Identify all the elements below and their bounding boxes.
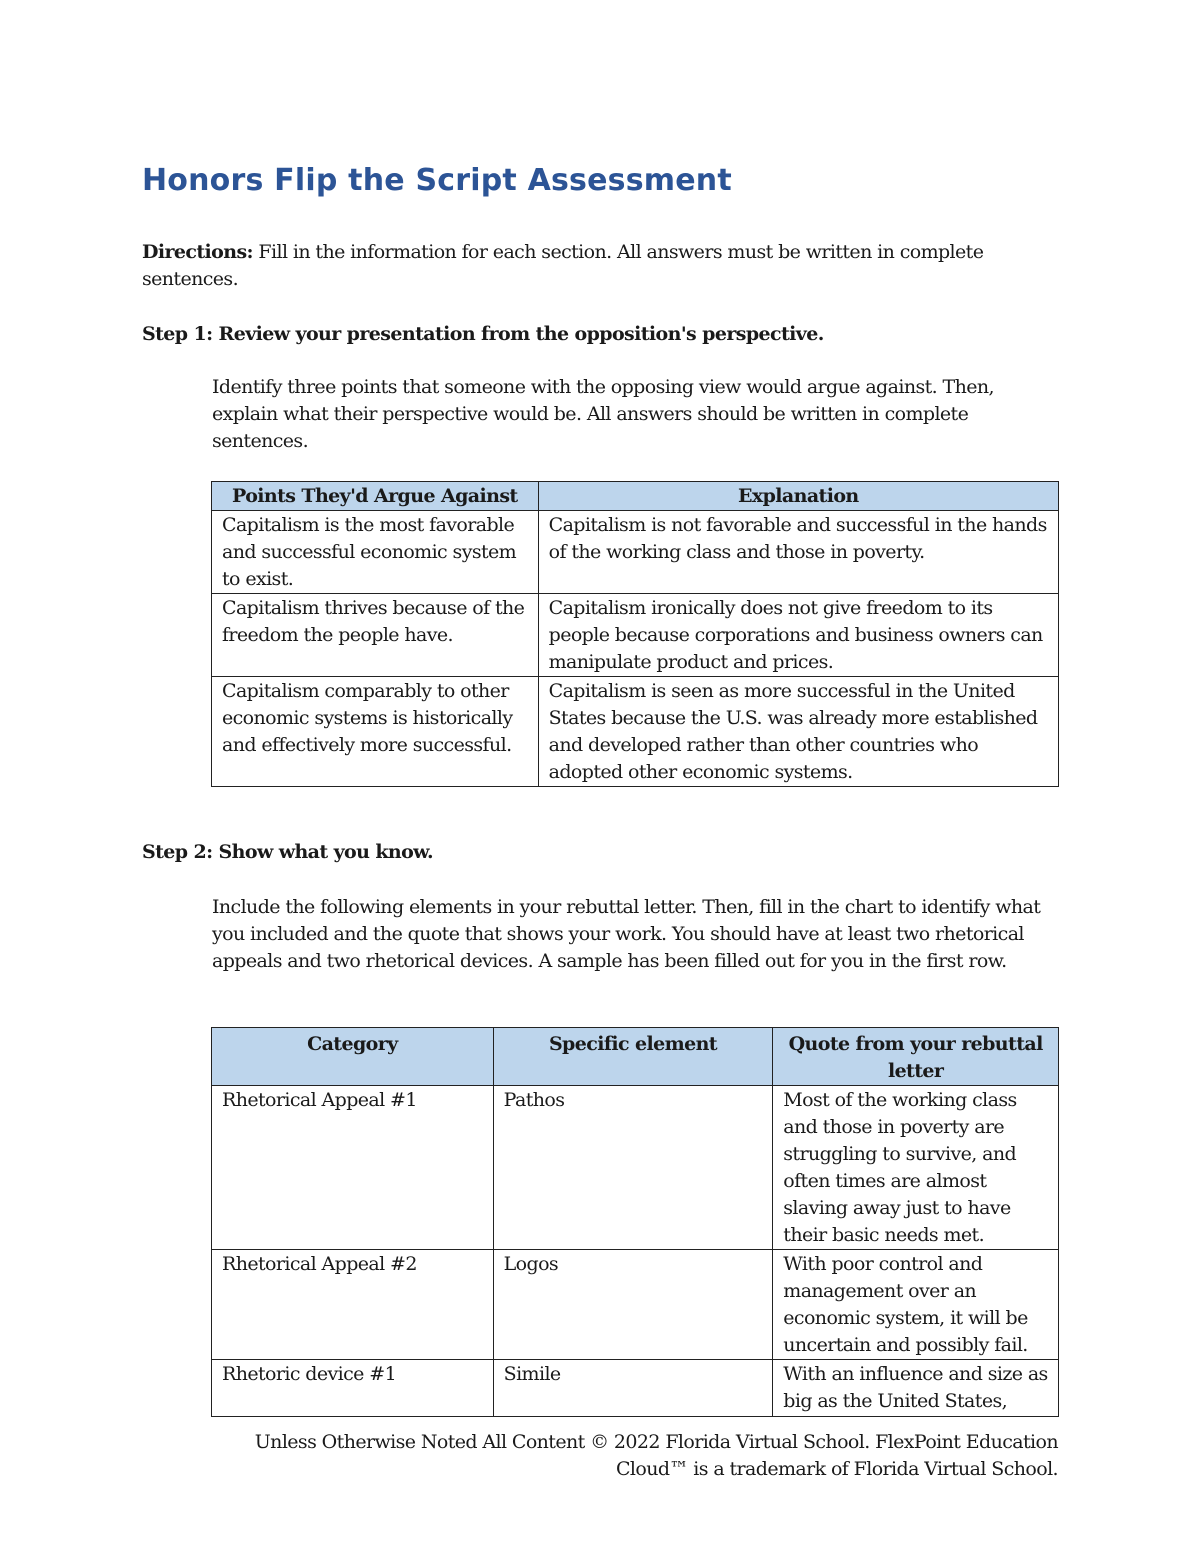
quote-cell[interactable]: With poor control and management over an economic system, it will be uncertain and possibly fail. bbox=[773, 1250, 1059, 1360]
table-row bbox=[212, 1360, 1059, 1417]
directions-label: Directions: bbox=[142, 241, 253, 263]
element-cell[interactable]: Simile bbox=[493, 1360, 773, 1417]
directions-text: Fill in the information for each section. All answers must be written in complete sentences. bbox=[142, 241, 984, 290]
category-cell[interactable]: Rhetoric device #1 bbox=[212, 1360, 494, 1417]
explanation-cell[interactable]: Capitalism is not favorable and successful in the hands of the working class and those in poverty. bbox=[538, 511, 1058, 594]
column-header-category: Category bbox=[212, 1028, 494, 1086]
table-row bbox=[212, 511, 1059, 594]
element-cell[interactable]: Logos bbox=[493, 1250, 773, 1360]
copyright-footer: Unless Otherwise Noted All Content © 2022 Florida Virtual School. FlexPoint Education Cloud™ is a trademark of Florida Virtual School. bbox=[254, 1431, 1058, 1480]
quote-cell[interactable]: Most of the working class and those in poverty are struggling to survive, and often times are almost slaving away just to have their basic needs met. bbox=[773, 1086, 1059, 1250]
point-cell[interactable]: Capitalism is the most favorable and successful economic system to exist. bbox=[212, 511, 539, 594]
explanation-cell[interactable]: Capitalism is seen as more successful in the United States because the U.S. was already more established and developed rather than other countries who adopted other economic systems. bbox=[538, 677, 1058, 787]
table-header-row bbox=[212, 1028, 1059, 1086]
step1-heading: Step 1: Review your presentation from the opposition's perspective. bbox=[142, 323, 824, 345]
table-header-row bbox=[212, 482, 1059, 511]
quote-cell[interactable]: With an influence and size as big as the United States, bbox=[773, 1360, 1059, 1417]
table-row bbox=[212, 1250, 1059, 1360]
table-row bbox=[212, 594, 1059, 677]
column-header-quote: Quote from your rebuttal letter bbox=[773, 1028, 1059, 1086]
category-cell[interactable]: Rhetorical Appeal #2 bbox=[212, 1250, 494, 1360]
directions bbox=[142, 239, 1042, 293]
opposition-points-table bbox=[211, 481, 1059, 787]
column-header-explanation: Explanation bbox=[538, 482, 1058, 511]
category-cell[interactable]: Rhetorical Appeal #1 bbox=[212, 1086, 494, 1250]
rhetorical-elements-table bbox=[211, 1027, 1059, 1417]
column-header-element: Specific element bbox=[493, 1028, 773, 1086]
step2-heading: Step 2: Show what you know. bbox=[142, 841, 434, 863]
table-row bbox=[212, 677, 1059, 787]
column-header-points: Points They'd Argue Against bbox=[212, 482, 539, 511]
page-title: Honors Flip the Script Assessment bbox=[142, 163, 732, 198]
table-row bbox=[212, 1086, 1059, 1250]
element-cell[interactable]: Pathos bbox=[493, 1086, 773, 1250]
explanation-cell[interactable]: Capitalism ironically does not give freedom to its people because corporations and business owners can manipulate product and prices. bbox=[538, 594, 1058, 677]
point-cell[interactable]: Capitalism thrives because of the freedom the people have. bbox=[212, 594, 539, 677]
step1-instructions: Identify three points that someone with the opposing view would argue against. Then, explain what their perspective would be. All answers should be written in complete sentences. bbox=[212, 376, 994, 452]
point-cell[interactable]: Capitalism comparably to other economic systems is historically and effectively more successful. bbox=[212, 677, 539, 787]
step2-instructions: Include the following elements in your rebuttal letter. Then, fill in the chart to identify what you included and the quote that shows your work. You should have at least two rhetorical appeals and two rhetorical devices. A sample has been filled out for you in the first row. bbox=[212, 896, 1041, 972]
